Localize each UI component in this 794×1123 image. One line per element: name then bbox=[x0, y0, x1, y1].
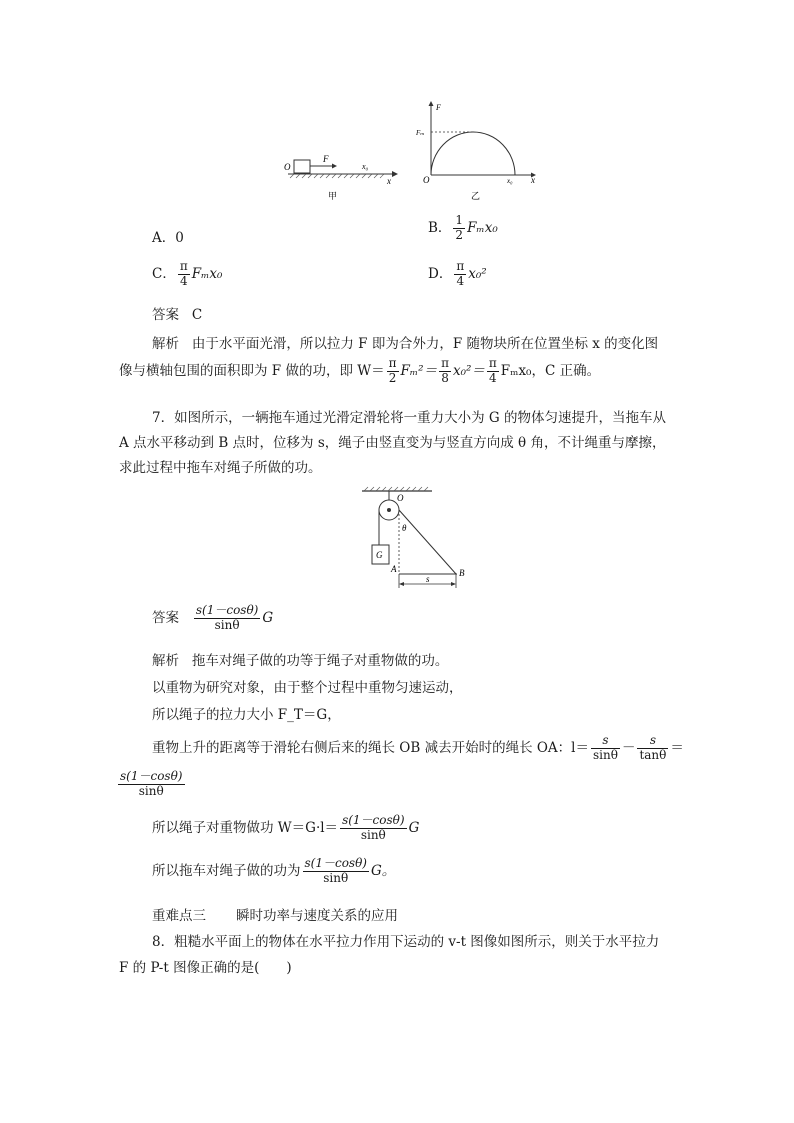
q8-line1: 8．粗糙水平面上的物体在水平拉力作用下运动的 v-t 图像如图所示，则关于水平拉力 bbox=[152, 934, 660, 950]
figure-jia bbox=[280, 98, 415, 208]
jia-x: x bbox=[387, 176, 391, 186]
figure-yi bbox=[413, 98, 548, 208]
q7-line3: 求此过程中拖车对绳子所做的功。 bbox=[119, 460, 322, 476]
yi-fm: Fₘ bbox=[416, 129, 425, 137]
jia-force: F bbox=[323, 154, 329, 164]
pulley-g: G bbox=[376, 550, 383, 560]
pulley-o: O bbox=[397, 493, 404, 503]
pulley-theta: θ bbox=[402, 523, 407, 533]
q6-analysis-line1: 解析 由于水平面光滑，所以拉力 F 即为合外力，F 随物块所在位置坐标 x 的变化图 bbox=[152, 336, 659, 352]
yi-origin: O bbox=[423, 175, 430, 185]
pulley-a: A bbox=[391, 564, 397, 574]
q6-analysis-line2: 像与横轴包围的面积即为 F 做的功，即 W＝ $\frac{\pi}{2}$ Fₘ²＝ $\frac{\pi}{8}$ x₀²＝ $\frac{\pi}{4}$ Fₘx₀，C 正确。 bbox=[119, 356, 601, 385]
q7-analysis-5: $\frac{s(1-\cos\theta)}{\sin\theta}$ bbox=[120, 769, 183, 798]
yi-caption: 乙 bbox=[471, 191, 481, 201]
jia-caption: 甲 bbox=[328, 191, 338, 201]
q7-answer: 答案 $\frac{s(1-\cos\theta)}{\sin\theta}$ G bbox=[152, 603, 274, 632]
option-d: D． $\frac{\pi}{4}$ x₀² bbox=[428, 259, 487, 288]
q7-analysis-4: 重物上升的距离等于滑轮右侧后来的绳长 OB 减去开始时的绳长 OA：l＝ $\frac{s}{\sin\theta}$ － $\frac{s}{\tan\theta}$ ＝ bbox=[152, 733, 684, 762]
section-heading: 重难点三 瞬时功率与速度关系的应用 bbox=[152, 908, 399, 924]
pulley-b: B bbox=[459, 568, 465, 578]
q7-analysis-7: 所以拖车对绳子做的功为 $\frac{s(1-\cos\theta)}{\sin\theta}$ G。 bbox=[152, 856, 396, 885]
q7-analysis-2: 以重物为研究对象，由于整个过程中重物匀速运动， bbox=[152, 680, 463, 696]
q7-line1: 7．如图所示，一辆拖车通过光滑定滑轮将一重力大小为 G 的物体匀速提升，当拖车从 bbox=[152, 410, 666, 426]
q7-analysis-1: 解析 拖车对绳子做的功等于绳子对重物做的功。 bbox=[152, 653, 449, 669]
yi-x0: x₀ bbox=[507, 177, 513, 185]
jia-x0: x₀ bbox=[362, 162, 369, 171]
q7-analysis-3: 所以绳子的拉力大小 F_T＝G， bbox=[152, 707, 341, 723]
q7-analysis-6: 所以绳子对重物做功 W＝G·l＝ $\frac{s(1-\cos\theta)}{\sin\theta}$ G bbox=[152, 813, 420, 842]
q6-answer: 答案 C bbox=[152, 307, 203, 323]
pulley-s: s bbox=[426, 574, 430, 584]
yi-axis-y: F bbox=[436, 103, 441, 112]
q7-line2: A 点水平移动到 B 点时，位移为 s，绳子由竖直变为与竖直方向成 θ 角，不计绳重与摩擦， bbox=[119, 435, 666, 451]
jia-origin: O bbox=[284, 162, 291, 172]
q8-line2: F 的 P-t 图像正确的是( ) bbox=[119, 960, 292, 976]
yi-x: x bbox=[531, 175, 535, 185]
figure-pulley bbox=[360, 484, 475, 594]
option-c: C． $\frac{\pi}{4}$ Fₘx₀ bbox=[152, 259, 223, 288]
option-b: B． $\frac{1}{2}$ Fₘx₀ bbox=[428, 213, 498, 242]
option-a: A．0 bbox=[152, 230, 184, 246]
